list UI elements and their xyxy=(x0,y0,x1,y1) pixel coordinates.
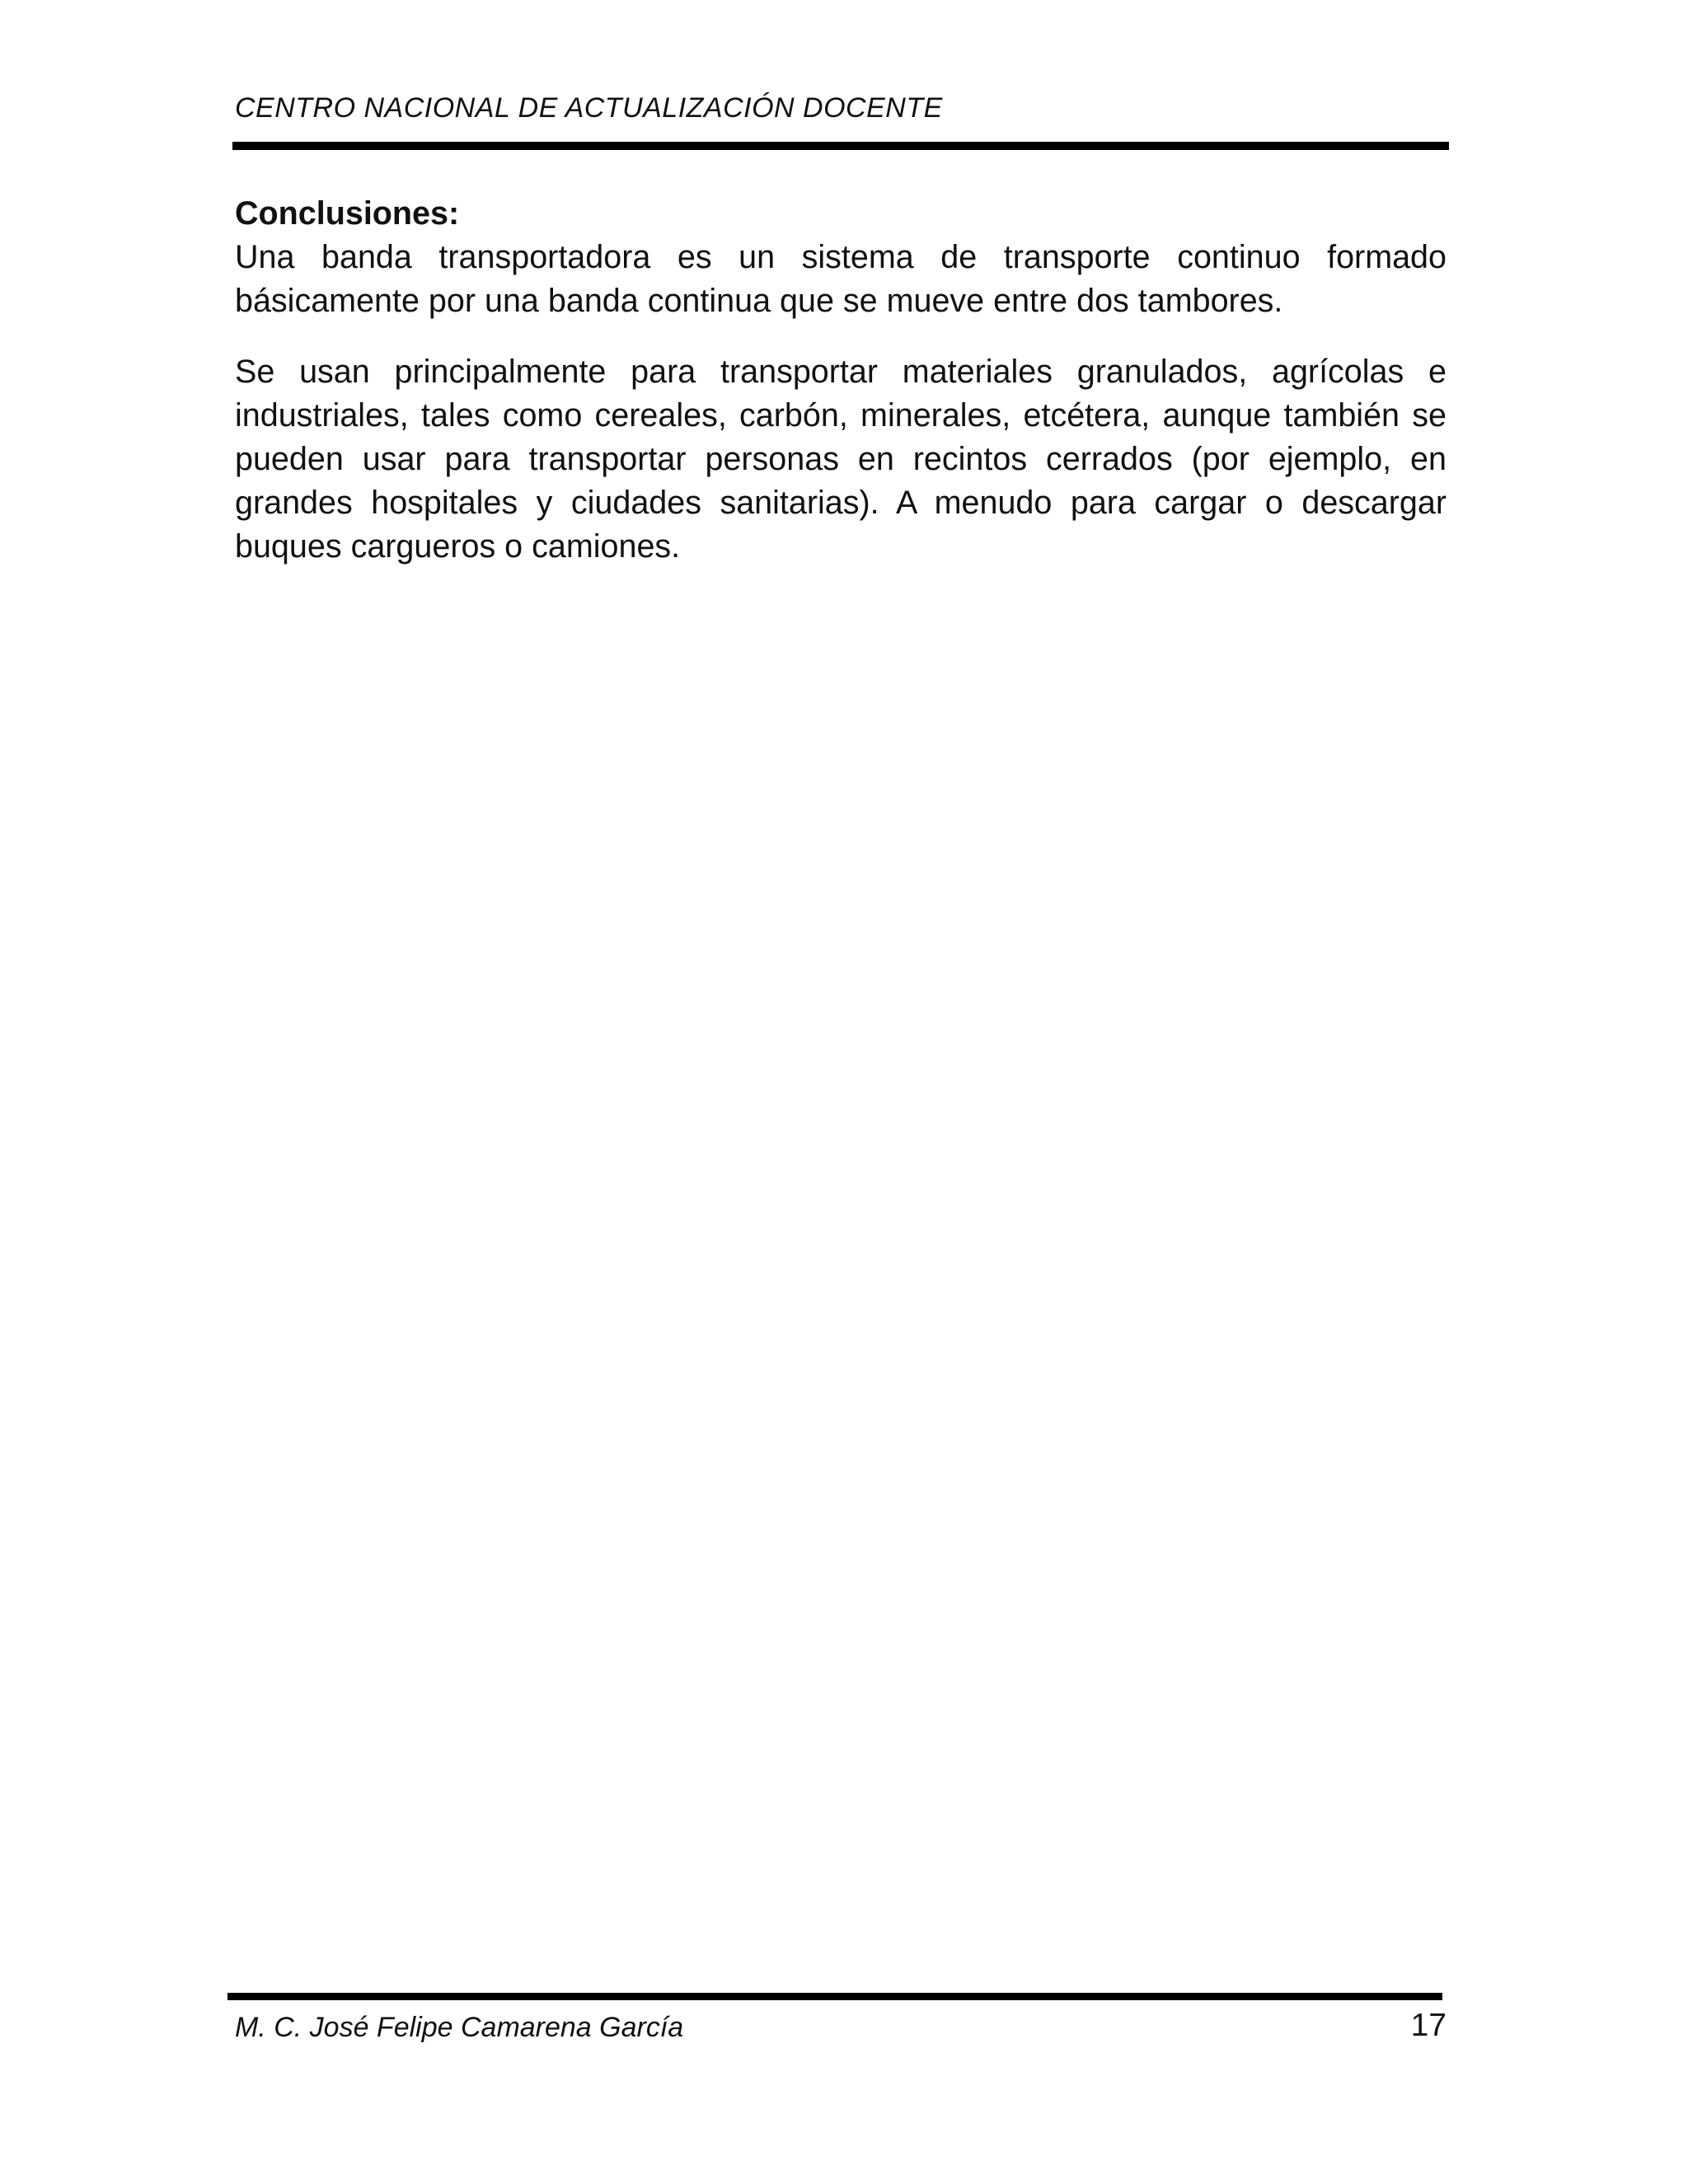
section-title: Conclusiones: xyxy=(235,195,460,232)
footer-author: M. C. José Felipe Camarena García xyxy=(235,2012,684,2043)
page-number: 17 xyxy=(1410,2008,1447,2043)
header-rule xyxy=(232,142,1449,150)
page-body xyxy=(235,192,1447,569)
paragraph-1: Una banda transportadora es un sistema de transporte continuo formado básicamente por una banda continua que se mueve entre dos tambores. xyxy=(235,239,1447,319)
paragraph-2: Se usan principalmente para transportar materiales granulados, agrícolas e industriales, tales como cereales, carbón, minerales, etcétera, aunque también se pueden usar para transportar personas en recintos cerrados (por ejemplo, en grandes hospitales y ciudades sanitarias). A menudo para cargar o descargar buques cargueros o camiones. xyxy=(235,354,1447,565)
footer-rule xyxy=(227,1993,1442,2000)
page-header: CENTRO NACIONAL DE ACTUALIZACIÓN DOCENTE xyxy=(235,92,943,124)
